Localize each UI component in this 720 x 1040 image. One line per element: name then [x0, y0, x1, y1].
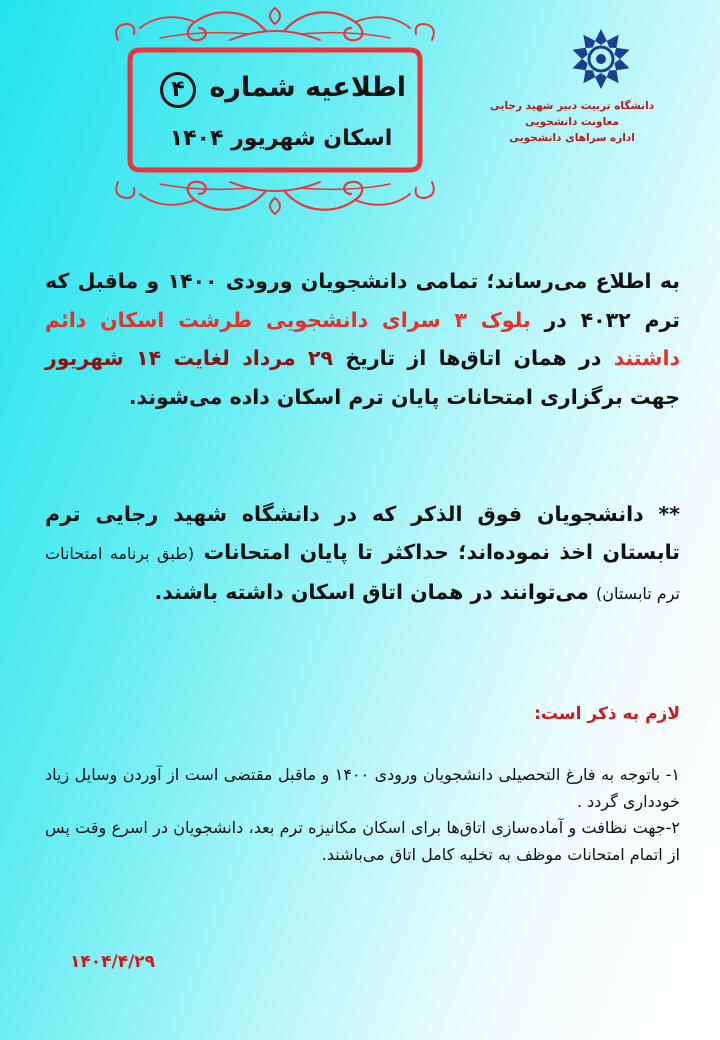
note-item-2: ۲-جهت نظافت و آماده‌سازی اتاق‌ها برای اسکان مکانیزه ترم بعد، دانشجویان در اسرع وقت پس از اتمام امتحانات موظف به تخلیه کامل اتاق می‌باشند.	[45, 818, 680, 864]
organization-line-3: اداره سراهای دانشجویی	[509, 132, 635, 144]
paragraph-main-highlight-dates: ۲۹ مرداد لغایت ۱۴ شهریور	[45, 346, 334, 370]
notes-heading: لازم به ذکر است:	[534, 704, 680, 724]
announcement-date: ۱۴۰۴/۴/۲۹	[70, 952, 156, 972]
note-item-1: ۱- باتوجه به فارغ التحصیلی دانشجویان ورودی ۱۴۰۰ و ماقبل مقتضی است از آوردن وسایل زیاد خودداری گردد .	[45, 765, 681, 811]
paragraph-main	[45, 262, 680, 416]
organization-block	[472, 98, 672, 146]
organization-line-1: دانشگاه تربیت دبیر شهید رجایی	[489, 100, 655, 112]
page-subtitle: اسکان شهریور ۱۴۰۴	[169, 126, 393, 151]
title-box	[140, 58, 422, 176]
paragraph-main-text-3: جهت برگزاری امتحانات پایان ترم اسکان داده می‌شوند.	[128, 384, 680, 409]
notes-list	[45, 762, 680, 868]
page-title	[140, 72, 422, 108]
paragraph-main-text-1: به اطلاع می‌رساند؛ تمامی دانشجویان ورودی ۱۴۰۰ و ماقبل که ترم ۴۰۳۲ در	[45, 269, 680, 332]
paragraph-summer-note: (طبق برنامه امتحانات ترم تابستان)	[45, 544, 680, 603]
paragraph-summer	[45, 495, 680, 613]
paragraph-main-text-2: در همان اتاق‌ها از تاریخ	[333, 346, 614, 370]
paragraph-summer-text-1: ** دانشجویان فوق الذکر که در دانشگاه شهید رجایی ترم تابستان اخذ نموده‌اند؛ حداکثر تا پایان امتحانات	[45, 502, 681, 564]
title-text: اطلاعیه شماره	[209, 72, 407, 103]
announcement-number: ۴	[160, 72, 196, 108]
paragraph-main-highlight-location: بلوک ۳ سرای دانشجویی طرشت اسکان دائم داشتند	[45, 307, 680, 370]
paragraph-summer-text-2: می‌توانند در همان اتاق اسکان داشته باشند.	[154, 580, 596, 604]
organization-line-2: معاونت دانشجویی	[525, 116, 619, 128]
university-logo-icon	[570, 28, 632, 90]
